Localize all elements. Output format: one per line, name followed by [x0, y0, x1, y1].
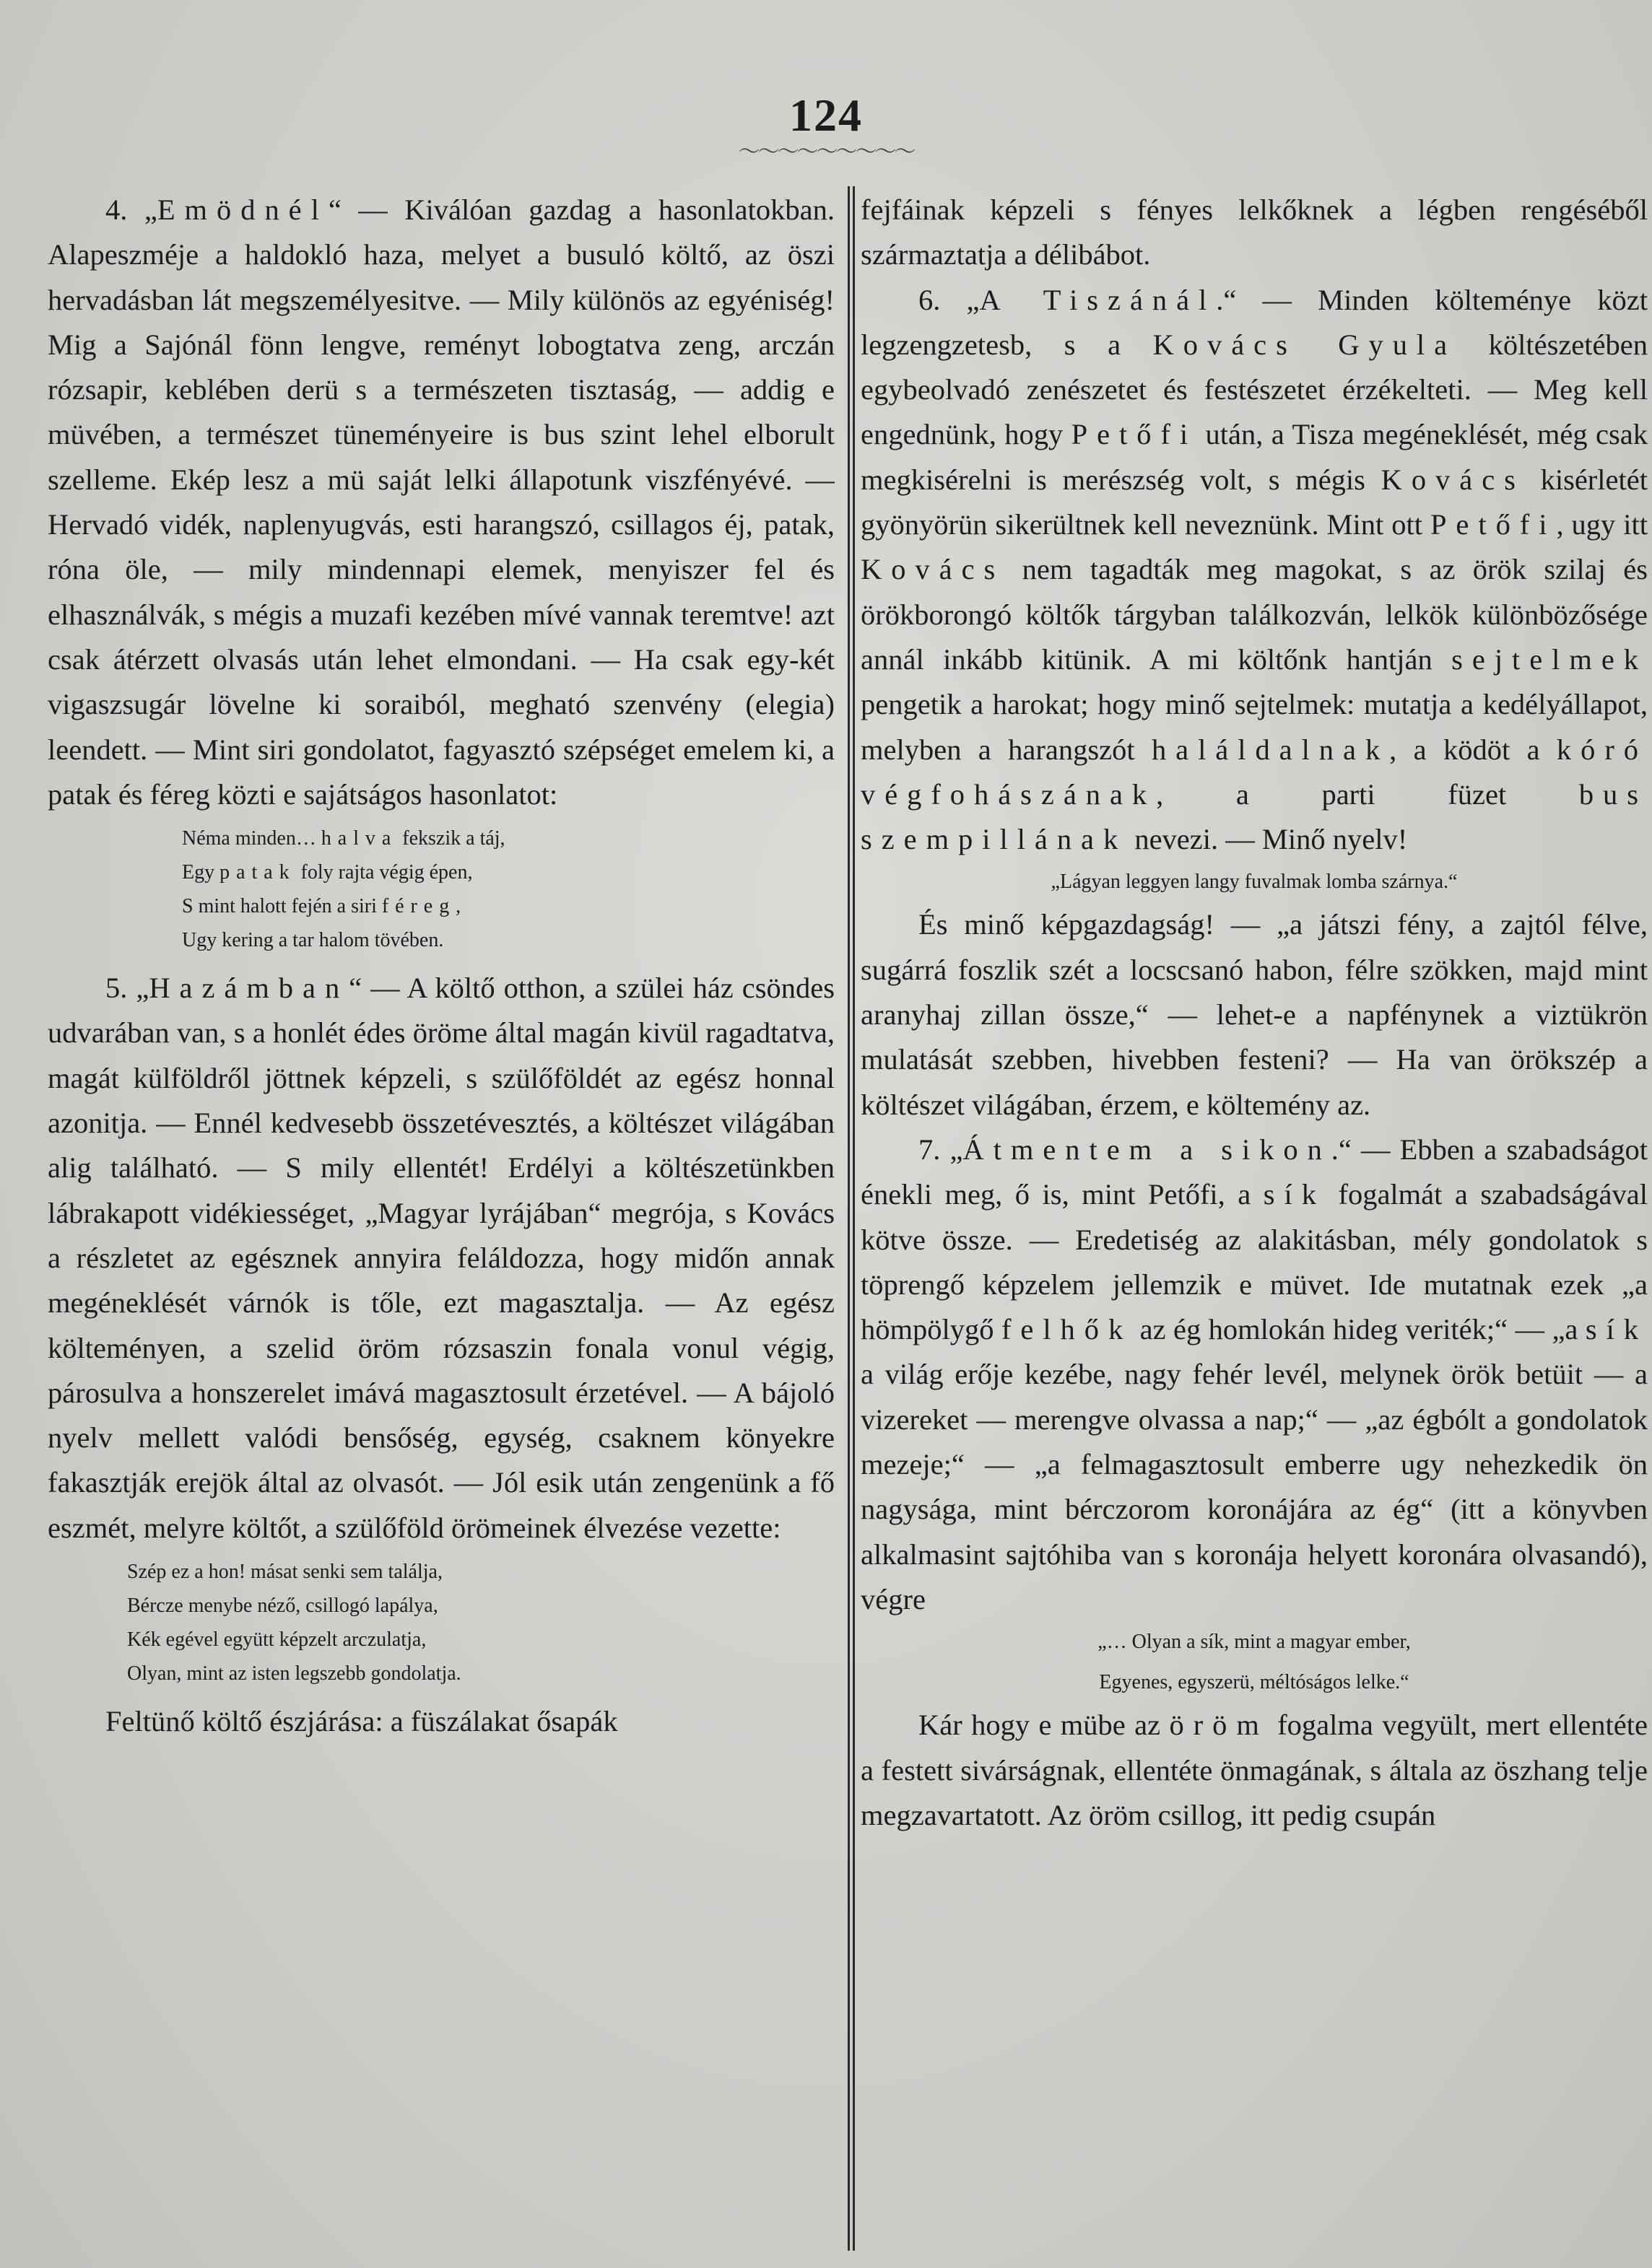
- verse-quote-patak: [48, 821, 835, 957]
- paragraph-kepgazdagsag: És minő képgazdagság! — „a játszi fény, a zajtól félve, sugárrá foszlik szét a locscsanó habon, félre szökken, majd mint aranyhaj zillan össze,“ — lehet-e a napfénynek a viztükrön mulatását szebben, hivebben festeni? — Ha van örökszép a költészet világában, érzem, e költemény az.: [861, 908, 1648, 1121]
- verse-quote-hon: [48, 1555, 835, 1691]
- verse-line: Egy patak foly rajta végig épen,: [182, 861, 473, 884]
- left-column: [48, 188, 835, 2252]
- section-7-title: Átmentem a sikon: [962, 1133, 1331, 1166]
- verse-line: Szép ez a hon! másat senki sem találja,: [127, 1561, 443, 1584]
- quote-lagyan: „Lágyan leggyen langy fuvalmak lomba szárnya.“: [1051, 871, 1458, 894]
- section-5-hazamban: 5. „Hazámban“ — A költő otthon, a szülei ház csöndes udvarában van, s a honlét édes öröme által magán kivül ragadtatva, magát külföldről jöttnek képzeli, s szülőföldét az egész honnal azonitja. — Ennél kedvesebb összetévesztés, a költészet világában alig található. — S mily ellentét! Erdélyi a költészetünkben lábrakapott vidékiességet, „Magyar lyrájában“ megrója, s Kovács a részletet az egésznek annyira feláldozza, hogy midőn annak megéneklését várnók is tőle, ezt magasztalja. — Az egész költeményen, a szelid öröm rózsaszin fonala vonul végig, párosulva a honszerelet imává magasztosult érzetével. — A bájoló nyelv mellett valódi bensőség, egység, csaknem könyekre fakasztják erejök által az olvasót. — Jól esik után zengenünk a fő eszmét, melyre költőt, a szülőföld örömeinek élvezése vezette:: [48, 972, 835, 1544]
- column-divider: [848, 186, 855, 2251]
- verse-line: Néma minden… halva fekszik a táj,: [182, 827, 505, 850]
- section-4-title: Emödnél: [157, 193, 329, 226]
- paragraph-kar-hogy: Kár hogy e mübe az öröm fogalma vegyült, mert ellentéte a festett sivárságnak, ellentéte önmagának, s általa az öszhang telje megzavartatott. Az öröm csillog, itt pedig csupán: [861, 1709, 1648, 1831]
- section-5-title: Hazámban: [149, 972, 349, 1005]
- verse-line: S mint halott fején a siri féreg,: [182, 895, 461, 918]
- verse-line: Ugy kering a tar halom tövében.: [182, 929, 444, 952]
- verse-line: Olyan, mint az isten legszebb gondolatja.: [127, 1662, 461, 1685]
- section-7-atmentem: 7. „Átmentem a sikon.“ — Ebben a szabadságot énekli meg, ő is, mint Petőfi, a sík fogalmát a szabadságával kötve össze. — Eredetiség az alakitásban, mély gondolatok s töprengő képzelem jellemzik e müvet. Ide mutatnak ezek „a hömpölygő felhők az ég homlokán hideg veriték;“ — „a sík a világ erője kezébe, nagy fehér levél, melynek örök betüit — a vizereket — merengve olvassa a nap;“ — „az égbólt a gondolatok mezeje;“ — „a felmagasztosult emberre ugy nehezkedik ön nagysága, mint bérczorom koronájára az ég“ (itt a könyvben alkalmasint sajtóhiba van s koronája helyett koronára olvasandó), végre: [861, 1133, 1648, 1615]
- verse-line: Bércze menybe néző, csillogó lapálya,: [127, 1595, 438, 1618]
- section-6-tiszanal: 6. „A Tiszánál.“ — Minden költeménye közt legzengzetesb, s a Kovács Gyula költészetében egybeolvadó zenészetet és festészetet érzékelteti. — Meg kell engednünk, hogy Petőfi után, a Tisza megéneklését, még csak megkisérelni is merészség volt, s mégis Kovács kisérletét gyönyörün sikerültnek kell neveznünk. Mint ott Petőfi, ugy itt Kovács nem tagadták meg magokat, s az örök szilaj és örökborongó költők tárgyban találkozván, lelkök különbözősége annál inkább kitünik. A mi költőnk hantján sejtelmek pengetik a harokat; hogy minő sejtelmek: mutatja a kedélyállapot, melyben a harangszót haláldalnak, a ködöt a kóró végfohászának, a parti füzet bus szempillának nevezi. — Minő nyelv!: [861, 283, 1648, 856]
- quote-sik-1: „… Olyan a sík, mint a magyar ember,: [1097, 1631, 1411, 1654]
- page-number: 124: [789, 90, 863, 141]
- verse-line: Kék egével együtt képzelt arczulatja,: [127, 1628, 427, 1652]
- paragraph-delibab: fejfáinak képzeli s fényes lelkőknek a légben rengéséből származtatja a délibábot.: [861, 193, 1648, 271]
- right-column: [861, 188, 1648, 2252]
- ornament-rule: 〜〜〜〜〜〜〜〜〜: [738, 140, 914, 164]
- section-4-emodnel: 4. „Emödnél“ — Kiválóan gazdag a hasonlatokban. Alapeszméje a haldokló haza, melyet a busuló költő, az öszi hervadásban lát megszemélyesitve. — Mily különös az egyéniség! Mig a Sajónál fönn lengve, reményt lobogtatva zeng, arczán rózsapir, keblében derü s a természeten tisztaság, — addig e müvében, a természet tüneményeire is bus szint lehel elborult szelleme. Ekép lesz a mü saját lelki állapotunk viszfényévé. — Hervadó vidék, naplenyugvás, esti harangszó, csillagos éj, patak, róna öle, — mily mindennapi elemek, menyiszer fel és elhasználvák, s mégis a muzafi kezében mívé vannak teremtve! azt csak átérzett olvasás után lehet elmondani. — Ha csak egy-két vigaszsugár lövelne ki soraiból, megható szenvény (elegia) leendett. — Mint siri gondolatot, fagyasztó szépséget emelem ki, a patak és féreg közti e sajátságos hasonlatot:: [48, 193, 835, 811]
- quote-sik-2: Egyenes, egyszerü, méltóságos lelke.“: [1099, 1671, 1409, 1694]
- paragraph-fuszalak: Feltünő költő észjárása: a füszálakat ősapák: [105, 1705, 618, 1738]
- section-6-title: A Tiszánál: [979, 283, 1217, 316]
